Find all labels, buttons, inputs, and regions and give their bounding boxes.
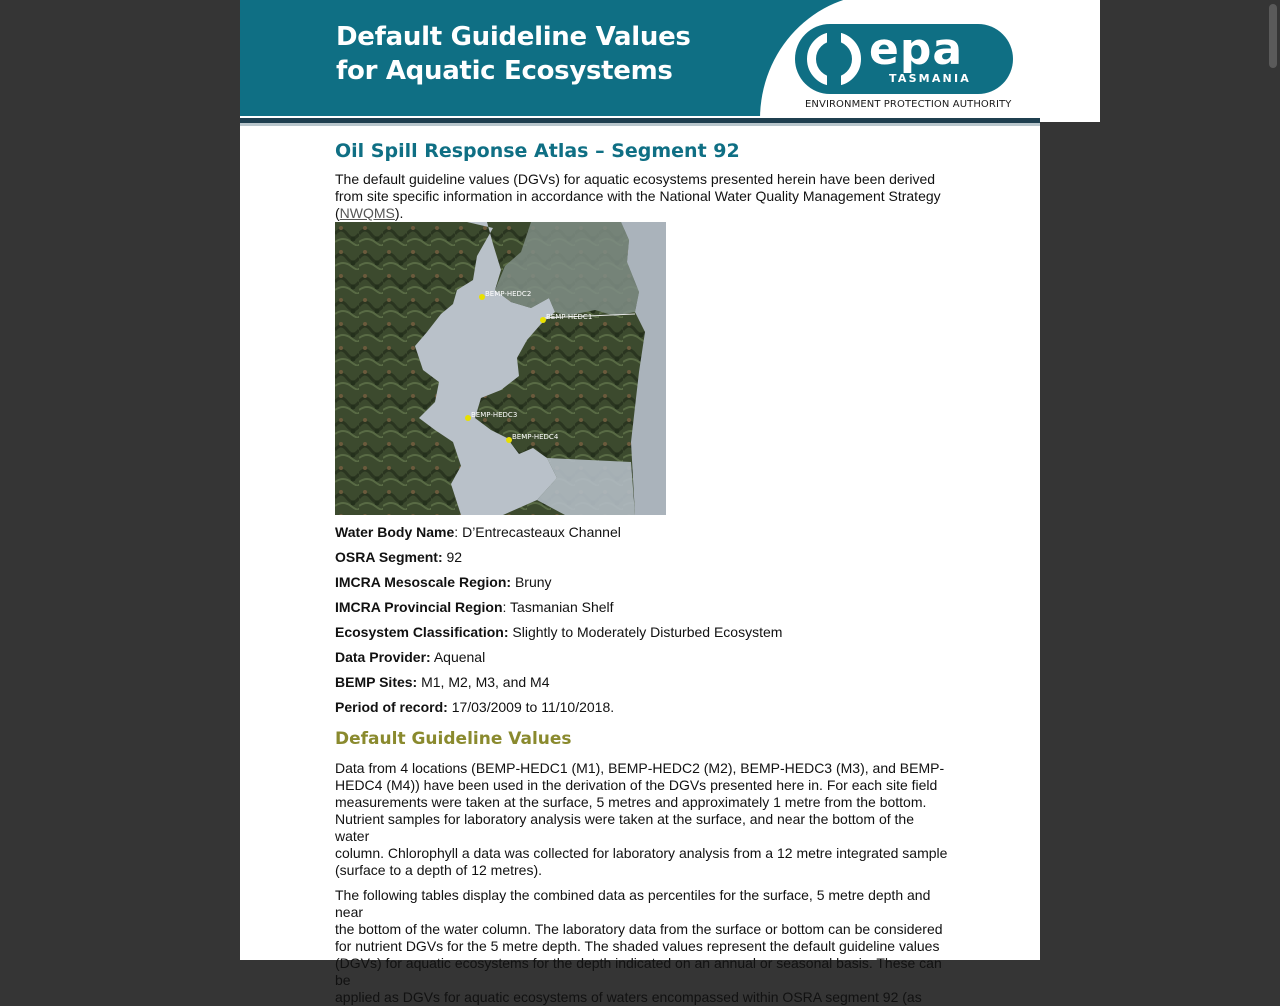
south-water	[537, 458, 635, 515]
page-title: Oil Spill Response Atlas – Segment 92	[335, 140, 740, 162]
field-mesoscale-region: IMCRA Mesoscale Region: Bruny	[335, 574, 552, 590]
field-bemp-sites: BEMP Sites: M1, M2, M3, and M4	[335, 674, 550, 690]
intro-text-end: ).	[394, 205, 404, 221]
document-page	[240, 0, 1040, 1005]
field-provincial-region: IMCRA Provincial Region: Tasmanian Shelf	[335, 599, 614, 615]
metadata-fields	[335, 524, 950, 724]
banner-title-line1: Default Guideline Values	[336, 22, 691, 52]
field-data-provider: Data Provider: Aquenal	[335, 649, 486, 665]
banner-title-line2: for Aquatic Ecosystems	[336, 56, 673, 86]
field-water-body: Water Body Name: D’Entrecasteaux Channel	[335, 524, 621, 540]
header-rule-light	[240, 123, 1040, 126]
banner-title	[336, 20, 691, 88]
field-osra-segment: OSRA Segment: 92	[335, 549, 463, 565]
epa-logo-subtext: TASMANIA	[889, 72, 971, 85]
document-content	[335, 138, 950, 1006]
scrollbar-thumb[interactable]	[1269, 4, 1277, 68]
scrollbar-track[interactable]	[1266, 0, 1280, 960]
section-paragraph-2: The following tables display the combined data as percentiles for the surface, 5 metre depth and near the bottom of the water column. The laboratory data from the surface or bottom can be considered for nutrient DGVs for the 5 metre depth. The shaded values represent the default guideline values (DGVs) for aquatic ecosystems for the depth indicated on an annual or seasonal basis. These can be applied as DGVs for aquatic ecosystems of waters encompassed within OSRA segment 92 (as	[335, 887, 943, 1005]
epa-logo-text: epa	[869, 24, 964, 75]
epa-ring-icon	[807, 32, 861, 86]
marker-label: BEMP-HEDC4	[512, 433, 559, 441]
nwqms-link[interactable]: NWQMS	[339, 205, 395, 221]
intro-text: The default guideline values (DGVs) for aquatic ecosystems presented herein have been derived from site specific information in accordance with the National Water Quality Management Strategy (	[335, 171, 941, 221]
section-paragraph-1: Data from 4 locations (BEMP-HEDC1 (M1), BEMP-HEDC2 (M2), BEMP-HEDC3 (M3), and BEMP- HEDC4 (M4)) have been used in the derivation of the DGVs presented here in. For each site field measurements were taken at the surface, 5 metres and approximately 1 metre from the bottom. Nutrient samples for laboratory analysis were taken at the surface, and near the bottom of the water column. Chlorophyll a data was collected for laboratory analysis from a 12 metre integrated sample (surface to a depth of 12 metres).	[335, 760, 948, 878]
marker-label: BEMP-HEDC1	[546, 313, 593, 321]
field-period-of-record: Period of record: 17/03/2009 to 11/10/2018.	[335, 699, 615, 715]
map-svg	[335, 222, 666, 515]
marker-label: BEMP-HEDC3	[471, 411, 518, 419]
intro-paragraph	[335, 171, 950, 222]
satellite-map	[335, 222, 666, 515]
marker-label: BEMP-HEDC2	[485, 290, 532, 298]
authority-name: ENVIRONMENT PROTECTION AUTHORITY	[805, 99, 1012, 110]
field-ecosystem-class: Ecosystem Classification: Slightly to Moderately Disturbed Ecosystem	[335, 624, 783, 640]
epa-logo	[795, 24, 1013, 94]
section-heading: Default Guideline Values	[335, 729, 572, 749]
